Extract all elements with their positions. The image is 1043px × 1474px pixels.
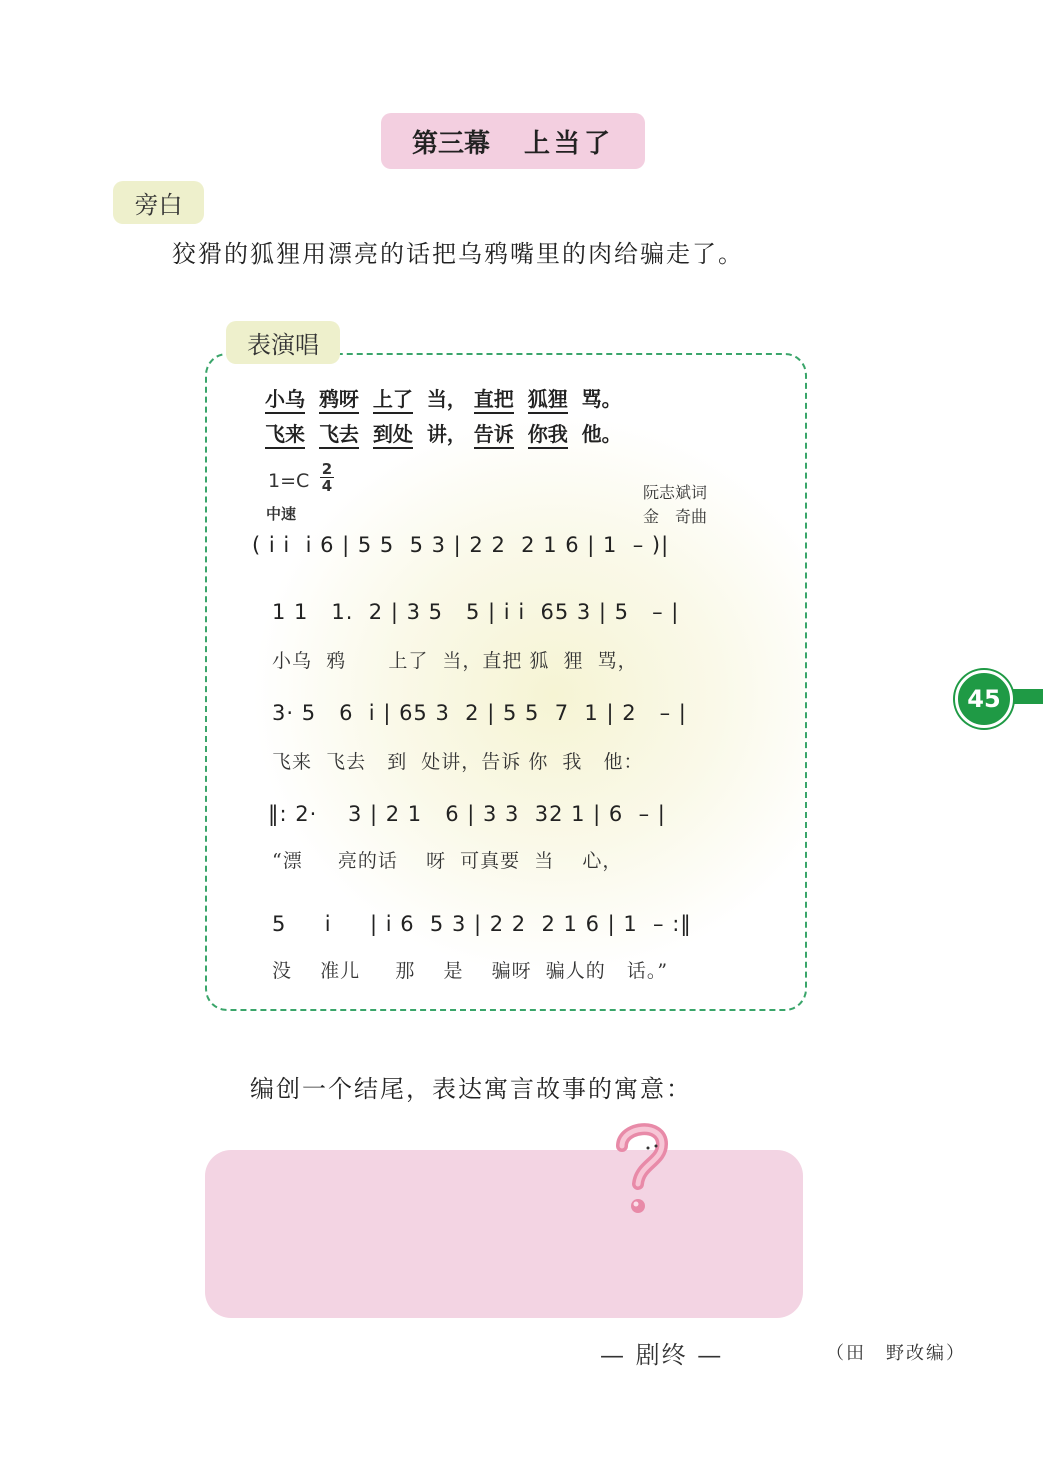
summary-line-1 (265, 383, 622, 412)
notation-row-3: ‖: 2· 3 | 2 1 6 | 3 3 32 1 | 6 – | (268, 802, 666, 826)
summary-word: 骂。 (581, 387, 622, 411)
summary-word: 飞去 (319, 422, 359, 449)
summary-word: 上了 (373, 387, 413, 414)
adaptation-credit: （田 野改编） (826, 1343, 966, 1364)
summary-word: 直把 (474, 387, 514, 414)
summary-word: 讲， (426, 422, 467, 446)
page-number: 45 (967, 685, 1001, 713)
act-title-part1: 第三幕 (411, 128, 490, 159)
key-signature: 1=C (268, 470, 310, 492)
act-title (381, 113, 645, 169)
lyrics-row-1: 小乌 鸦 上了 当，直把 狐 狸 骂， (272, 650, 638, 672)
tempo-marking: 中速 (266, 505, 297, 523)
act-title-part2: 上当了 (524, 128, 615, 159)
lyrics-row-4: 没 准儿 那 是 骗呀 骗人的 话。” (272, 960, 669, 982)
time-signature (320, 461, 334, 494)
notation-row-1: 1 1 1. 2 | 3 5 5 | i i 65 3 | 5 – | (272, 600, 680, 624)
notation-row-4: 5 i | i 6 5 3 | 2 2 2 1 6 | 1 – :‖ (272, 912, 692, 936)
page-number-badge (955, 670, 1013, 728)
summary-word: 小乌 (265, 387, 305, 414)
summary-word: 他。 (581, 422, 622, 446)
song-label: 表演唱 (226, 321, 340, 364)
composer-credit: 金 奇曲 (643, 507, 708, 526)
answer-area[interactable] (205, 1150, 803, 1318)
narration-label: 旁白 (113, 181, 204, 224)
question-mark-icon (612, 1118, 672, 1222)
summary-word: 到处 (373, 422, 413, 449)
lyrics-row-2: 飞来 飞去 到 处讲，告诉 你 我 他： (272, 751, 644, 773)
intro-notation: ( i i i 6 | 5 5 5 3 | 2 2 2 1 6 | 1 – )| (252, 533, 670, 557)
summary-word: 飞来 (265, 422, 305, 449)
summary-line-2 (265, 418, 622, 447)
ending-prompt: 编创一个结尾，表达寓言故事的寓意： (250, 1075, 692, 1103)
notation-row-2: 3· 5 6 i | 65 3 2 | 5 5 7 1 | 2 – | (272, 701, 687, 725)
time-signature-top: 2 (321, 460, 333, 478)
summary-word: 告诉 (474, 422, 514, 449)
narration-text: 狡猾的狐狸用漂亮的话把乌鸦嘴里的肉给骗走了。 (172, 240, 744, 268)
summary-word: 当， (426, 387, 467, 411)
summary-word: 鸦呀 (319, 387, 359, 414)
lyrics-row-3: “漂 亮的话 呀 可真要 当 心， (272, 850, 623, 872)
summary-word: 你我 (528, 422, 568, 449)
play-end-label: — 剧终 — (600, 1341, 724, 1369)
summary-word: 狐狸 (528, 387, 568, 414)
lyricist-credit: 阮志斌词 (643, 483, 708, 502)
time-signature-bottom: 4 (321, 477, 333, 495)
